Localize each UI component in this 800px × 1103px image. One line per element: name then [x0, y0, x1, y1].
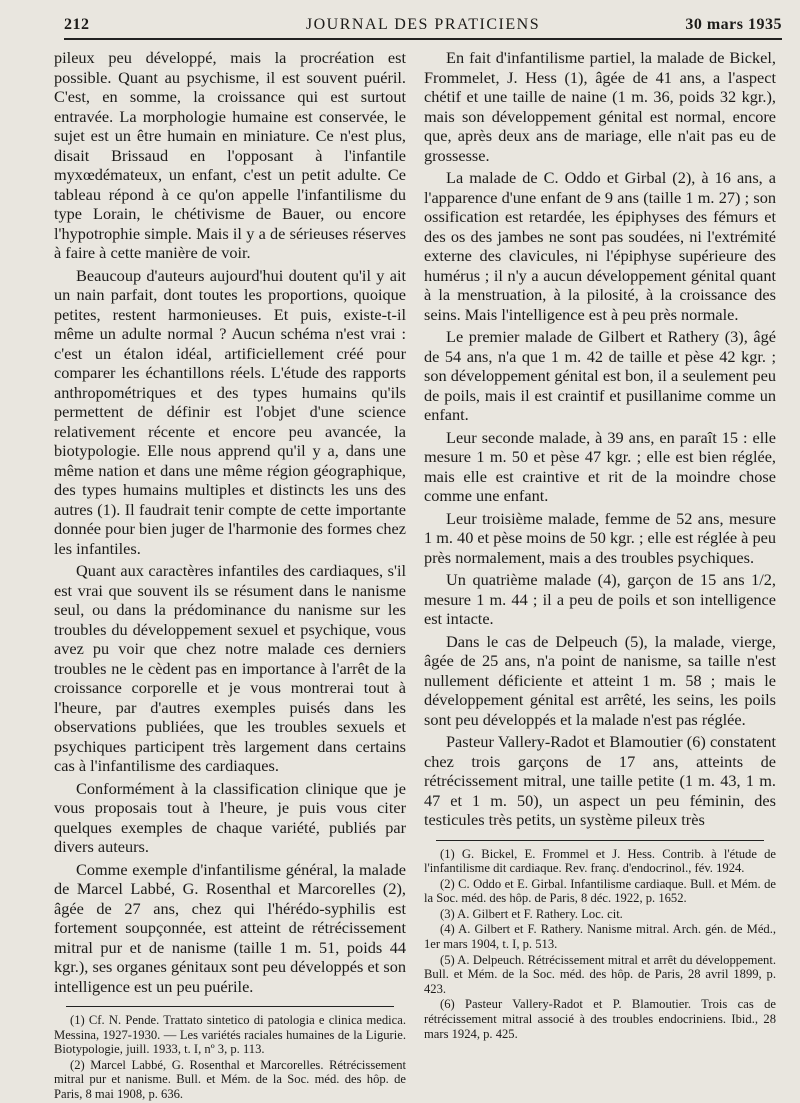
footnote: (3) A. Gilbert et F. Rathery. Loc. cit.: [440, 906, 623, 921]
paragraph: Dans le cas de Delpeuch (5), la malade, vierge, âgée de 25 ans, n'a point de nanisme, sa taille n'est nullement déficiente et atteint 1 m. 58 ; mais le développement génital est arrêté, les seins, les poils sont peu développés et la malade n'est pas réglée.: [424, 631, 776, 729]
right-column: [424, 48, 776, 1042]
footnote: (2) C. Oddo et E. Girbal. Infantilisme cardiaque. Bull. et Mém. de la Soc. méd. des hôp. de Paris, 8 déc. 1922, p. 1652.: [424, 876, 776, 906]
paragraph: Le premier malade de Gilbert et Rathery (3), âgé de 54 ans, n'a que 1 m. 42 de taille et pèse 42 kgr. ; son développement génital est bon, il a seulement peu de poils, mais il est craintif et pusillanime comme un enfant.: [424, 327, 776, 424]
footnote: (1) Cf. N. Pende. Trattato sintetico di patologia e clinica medica. Messina, 1927-1930. — Les variétés raciales humaines de la Ligurie. Biotypologie, juill. 1933, t. I, nº 3, p. 113.: [54, 1013, 406, 1057]
footnote: (2) Marcel Labbé, G. Rosenthal et Marcorelles. Rétrécissement mitral pur et nanisme. Bull. et Mém. de la Soc. méd. des hôp. de Paris, 8 mai 1908, p. 636.: [54, 1057, 406, 1101]
journal-title: JOURNAL DES PRATICIENS: [305, 16, 541, 33]
paragraph: Comme exemple d'infantilisme général, la malade de Marcel Labbé, G. Rosenthal et Marcorelles (2), âgée de 27 ans, chez qui l'hérédo-syphilis est fortement soupçonnée, est atteint de rétrécissement mitral pur et de nanisme (taille 1 m. 51, poids 44 kgr.), ses organes génitaux sont peu développés et son intelligence est un peu puérile.: [54, 859, 406, 996]
footnote: (1) G. Bickel, E. Frommel et J. Hess. Contrib. à l'étude de l'infantilisme dit cardiaque. Rev. franç. d'endocrinol., fév. 1924.: [424, 846, 776, 876]
paragraph: La malade de C. Oddo et Girbal (2), à 16 ans, a l'apparence d'une enfant de 9 ans (taille 1 m. 27) ; son ossification est retardée, les épiphyses des fémurs et des os des jambes ne sont pas soudées, ni l'extrémité externe des clavicules, ni l'épiphyse supérieure des humérus ; il n'y a aucun développement génital quant à la menstruation, à la pilosité, à la croissance des seins. Mais l'intelligence est à peu près normale.: [424, 168, 776, 324]
paragraph: Pasteur Vallery-Radot et Blamoutier (6) constatent chez trois garçons de 17 ans, atteints de rétrécissement mitral, une taille petite (1 m. 43, 1 m. 47 et 1 m. 50), un aspect un peu féminin, des testicules très petits, un système pileux très: [424, 732, 776, 829]
footnote: (6) Pasteur Vallery-Radot et P. Blamoutier. Trois cas de rétrécissement mitral associé à des troubles endocriniens. Ibid., 28 mars 1924, p. 425.: [424, 997, 776, 1041]
left-column: [54, 48, 406, 1103]
page-number: 212: [64, 16, 90, 33]
footnote-rule: [436, 840, 764, 841]
footnote: (5) A. Delpeuch. Rétrécissement mitral et arrêt du développement. Bull. et Mém. de la Soc. méd. des hôp. de Paris, 28 avril 1899, p. 423.: [424, 952, 776, 996]
paragraph: Un quatrième malade (4), garçon de 15 ans 1/2, mesure 1 m. 44 ; il a peu de poils et son intelligence est intacte.: [424, 570, 776, 628]
issue-date: 30 mars 1935: [685, 16, 782, 33]
paragraph: Leur seconde malade, à 39 ans, en paraît 15 : elle mesure 1 m. 50 et pèse 47 kgr. ; elle est bien réglée, mais elle est craintive et rit de la moindre chose comme une enfant.: [424, 427, 776, 505]
running-header: [64, 16, 782, 40]
footnote-rule: [66, 1006, 394, 1007]
paragraph: pileux peu développé, mais la procréation est possible. Quant au psychisme, il est souvent puéril. C'est, en somme, la croissance qui est surtout entravée. La morphologie humaine est conservée, le sujet est un être humain en miniature. Ce n'est plus, disait Brissaud en l'opposant à l'infantile myxœdémateux, un enfant, c'est un petit adulte. Ce tableau répond à ce qu'on appelle l'infantilisme du type Lorain, le chétivisme de Bauer, ou encore l'hypotrophie simple. Mais il y a de sérieuses réserves à faire à cette manière de voir.: [54, 48, 406, 262]
paragraph: Quant aux caractères infantiles des cardiaques, s'il est vrai que souvent ils se résument dans le nanisme seul, ou dans la prédominance du nanisme sur les troubles du développement sexuel et psychique, vous avez pu voir que chez notre malade ces derniers troubles ne le cèdent pas en importance à l'arrêt de la croissance corporelle et je vous montrerai tout à l'heure, par d'autres exemples puisés dans les observations publiées, que les troubles sexuels et psychiques participent très largement dans certains cas à l'infantilisme des cardiaques.: [54, 561, 406, 775]
paragraph: Beaucoup d'auteurs aujourd'hui doutent qu'il y ait un nain parfait, dont toutes les proportions, quoique petites, restent harmonieuses. Et puis, existe-t-il même un adulte normal ? Aucun schéma n'est vrai : c'est un étalon idéal, artificiellement créé pour comparer les échantillons réels. L'étude des rapports anthropométriques et des types humains qu'ils permettent de définir est l'objet d'une science relativement récente et encore peu avancée, la biotypologie. Elle nous apprend qu'il y a, dans une même nation et dans une même région géographique, des types humains multiples et distincts les uns des autres (1). Il faudrait tenir compte de cette importante donnée pour bien juger de l'harmonie des formes chez les infantiles.: [54, 265, 406, 558]
paragraph: Leur troisième malade, femme de 52 ans, mesure 1 m. 40 et pèse moins de 50 kgr. ; elle est réglée à peu près normalement, mais a des troubles psychiques.: [424, 508, 776, 567]
footnote: (4) A. Gilbert et F. Rathery. Nanisme mitral. Arch. gén. de Méd., 1er mars 1904, t. I, p. 513.: [424, 922, 776, 952]
paragraph: Conformément à la classification clinique que je vous proposais tout à l'heure, je puis vous citer quelques exemples de chaque variété, publiés par divers auteurs.: [54, 778, 406, 856]
paragraph: En fait d'infantilisme partiel, la malade de Bickel, Frommelet, J. Hess (1), âgée de 41 ans, a l'aspect chétif et une taille de naine (1 m. 36, poids 32 kgr.), mais son développement génital est normal, encore que, après deux ans de mariage, elle n'ait pas eu de grossesse.: [424, 48, 776, 165]
